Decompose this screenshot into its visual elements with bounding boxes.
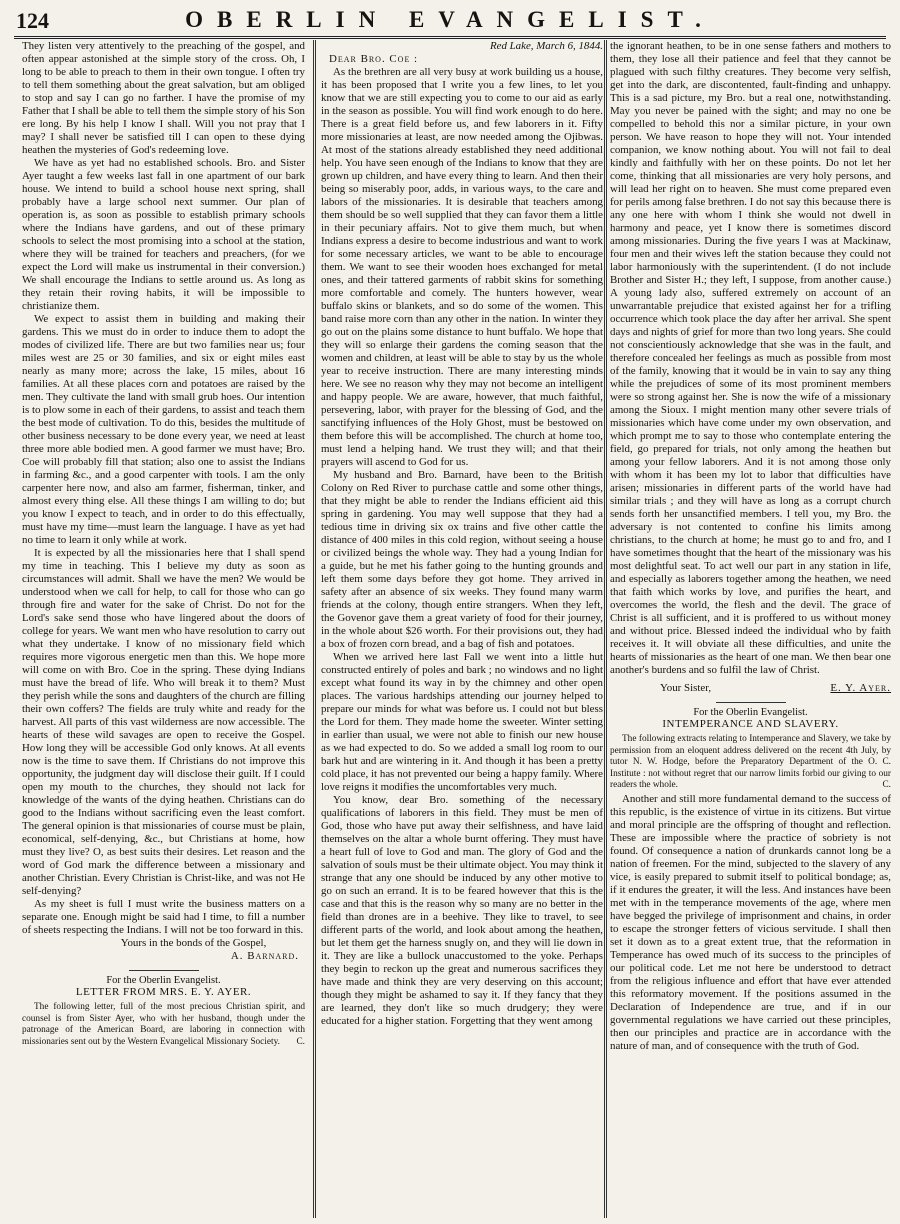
letter-dateline: Red Lake, March 6, 1844. xyxy=(489,40,603,52)
section-divider xyxy=(129,970,199,971)
editor-initial: C. xyxy=(882,780,891,791)
paragraph: Another and still more fundamental demand to the success of this republic, is the existence of virtue in its citizens. But virtue and moral principle are the offspring of thought and reflection. These are impossible where the practice of sobriety is not found. Of consequence a nation of drunkards cannot long be a nation of freemen. For the mind, subjected to the slavery of any vice, is easily prepared to submit itself to political bondage; as, if it endures the greater, it will the less. And instances have been met with in the temperance movements of the age, where men have begged the privilege of imprisonment and chains, in order to escape the stronger fetters of vicious servitude. I shall then set it down as to a great extent true, that the reformation in Temperance has owed much of its success to the principles of our political code. Let me not here be understood to detract from the religious influence and effort that have ever attended this reformatory movement. If the positions assumed in the Declaration of Independence are true, and if in our governmental regulations we have carried out these principles, then our principles and practice are in accordance with the nature of man, and of consequence with the truth of God. xyxy=(610,793,891,1053)
column-rule xyxy=(604,40,607,1218)
editor-initial: C. xyxy=(296,1036,305,1047)
paragraph: You know, dear Bro. something of the necessary qualifications of laborers in this field. They must be men of God, those who have put away their selfishness, and have laid themselves on the altar a whole burnt offering. They must have a heart full of love to God and man. The glory of God and the salvation of souls must be their ultimate object. You may think it strange that any one should be induced by any other motive to go on such an errand. It is to be feared however that this is the case and that this is the reason why so many are no better in the field than drones are in a beehive. They like to travel, to see different parts of the world, and look about among the heathen, but let them get the harness snugly on, and they will lie down in it. They are like a bullock unaccustomed to the yoke. Perhaps they begin to reckon up the great and numerous sacrifices they have made and think they are very deserving on this account; though they might be ashamed to say it. If they fancy that they are learned, they don't like so much drudgery; they were educated for a higher station. Forgetting that they went among xyxy=(321,794,603,1027)
paragraph: We have as yet had no established schools. Bro. and Sister Ayer taught a few weeks last fall in one apartment of our bark house. We intend to build a school house next spring, shall probably have a large school next summer. Our plan of operation is, as soon as possible to establish primary schools where the Indians have gardens, and out of these primary schools to select the most promising into a school at the station, where they will be trained for teachers and preachers, (for we expect the Lord will make us instrumental in their conversion.) We shall encourage the Indians to settle around us. As long as they retain their roving habits, it will be impossible to christianize them. xyxy=(22,157,305,312)
letter-sign-off xyxy=(610,682,891,695)
editor-intro xyxy=(610,734,891,791)
paragraph: They listen very attentively to the preaching of the gospel, and often appear astonished at the simple story of the cross. Oh, I long to be able to preach to them in their own tongue. I often try to tell them something about the great salvation, but am obliged to stop and say I can go no farther. I have the promise of my Father that I shall be able to tell them the simple story of his Son ere long. By his help I know I shall. Will you not pray that I may? I shall never be satisfied till I can open to these dying heathen the mysteries of God's redeeming love. xyxy=(22,40,305,156)
letter-signature: E. Y. Ayer. xyxy=(830,682,891,694)
page-number: 124 xyxy=(16,8,49,33)
paragraph: We expect to assist them in building and making their gardens. This we must do in order to induce them to adopt the modes of civilized life. There are but two families near us; four miles west are 25 or 30 families, and six or eight miles east nearly as many more; across the lake, 15 miles, about 16 families. At all these places corn and potatoes are raised by the men. They cultivate the land with small grub hoes. Our intention is to plow some in each of their gardens, to assist and teach them the best mode of cultivation. To do this, besides the multitude of other business necessary to be done every year, we need at least three more able bodied men. A good farmer we must have; Bro. Coe will probably fill that station; also one to assist the Indians in farming &c., and a good carpenter with tools. I am the only carpenter here now, and also am farmer, fisherman, tinker, and almost every thing else. All these things I am willing to do; but you know I expect to teach, and in order to do this effectually, must have my time—must learn the language. I have as yet had no time to learn it only while at work. xyxy=(22,313,305,546)
letter-closing: Yours in the bonds of the Gospel, xyxy=(120,937,267,949)
letter-closing: Your Sister, xyxy=(660,682,712,694)
editor-intro-text: The following extracts relating to Intemperance and Slavery, we take by permission from an eloquent address delivered on the recent 4th July, by tutor N. W. Hodge, before the Preparatory Department of the O. C. Institute : not without regret that our narrow limits forbid our giving to our readers the whole. xyxy=(610,734,891,791)
journal-title: OBERLIN EVANGELIST. xyxy=(185,7,715,32)
paragraph: When we arrived here last Fall we went into a little hut constructed entirely of poles and bark ; no windows and no light except what found its way in by the chimney and other open places. The various hardships attending our journey helped to prepare our minds for what was before us. I could not but bless the Lord for them. They made home the sweeter. Winter setting in earlier than usual, we were not able to finish our new house as we had expected to do. So we added a small log room to our bark hut and are wintering in it. And though it has been a pretty cold place, it has not prevented our being a happy family. Where love reigns it modifies the uncomfortables very much. xyxy=(321,651,603,793)
editor-intro xyxy=(22,1002,305,1048)
attribution-line: For the Oberlin Evangelist. xyxy=(106,975,221,986)
paragraph: It is expected by all the missionaries here that I shall spend my time in teaching. This I believe my duty as soon as circumstances will admit. Shall we have the men? We would be understood when we call for help, to call for those who can go through fire and water for the sake of Christ. Do not for the Lord's sake send those who have lingered about the doors of college for years. We want men who have resolution to carry out what they undertake. I know of no missionary field which requires more vigorous energetic men than this. We hope more will come on with Bro. Coe in the spring. These dying Indians must have the bread of life. Who will break it to them? Must they perish while the sons and daughters of the church are filling their own coffers? The fields are truly white and ready for the harvest. All parts of this vast wilderness are now accessible. The hearts of these wild savages are open to receive the Gospel. How long they will be accessible God only knows. At all events now is the time to save them. If Christians do not improve this opportunity, the judgment day will disclose their guilt. If I could open my mouth to the churches, they should not lack for knowledge of the wants of the dying heathen. Christians can do good to the Indians without sacrificing even the least comfort. The general opinion is that missionaries of course must be plain, economical, self-denying, &c., but Christians at home, how must they live? O, as best suits their desires. Let reason and the word of God mark the difference between a missionary and another Christian. Every Christian is Christ-like, and was not He self-denying? xyxy=(22,547,305,897)
column-1 xyxy=(22,40,305,1218)
column-rule xyxy=(313,40,316,1218)
paragraph: As the brethren are all very busy at work building us a house, it has been proposed that I write you a few lines, to let you know that we are still expecting you to come to our aid as early in the season as possible. You will find work enough to do here. There is a great field before us, and few laborers in it. Fifty more missionaries at least, are now needed among the Ojibwas. At most of the stations already established they need additional help. You have seen enough of the Indians to know that they are grown up children, and have every thing to learn. And then their being so miserably poor, adds, in various ways, to the care and labors of the missionaries. It is desirable that teachers among them should be so well supplied that they can favor them a little in their pecuniary affairs. Not to give them much, but when Indians express a desire to become industrious and want to work for some necessary articles, we want to be able to encourage them. We want to see their wooden hoes exchanged for metal ones, and their tattered garments of rabbit skins for something more comfortable and comely. The hunters however, wear buffalo skins or blankets, and so do some of the women. This band raise more corn than any other in the nation. In winter they go out on the plains some distance to hunt buffalo. We hope that they will so enlarge their gardens the coming season that the women and children, at least will be able to stay by us the whole year to receive instruction. There are many interesting minds here. We see no reason why they may not become an intelligent and happy people. We are aware, however, that much faithful, persevering, labor, with prayer for the blessing of God, and the sanctifying influences of the Holy Ghost, must be bestowed on them before this will be accomplished. The church at home too, must lend a helping hand. We trust they will; and that their prayers will ascend to God for us. xyxy=(321,66,603,468)
editor-intro-text: The following letter, full of the most precious Christian spirit, and counsel is from Sister Ayer, who with her husband, though under the patronage of the American Board, are laboring in connection with missionaries sent out by the Western Evangelical Missionary Society. xyxy=(22,1002,305,1047)
letter-signature: A. Barnard. xyxy=(230,950,299,962)
paragraph: the ignorant heathen, to be in one sense fathers and mothers to them, they lose all their patience and feel that they cannot be plagued with such filthy creatures. They become very selfish, get into the dark, are discontented, fault-finding and unhappy. This is a sad picture, my Bro. but a real one, notwithstanding. May you never be pained with the sight; and may no one be compelled to behold this nor a similar picture, in your own person. We have reason to hope they will not. Your intended companion, we know nothing about. You will not fail to deal kindly and faithfully with her on these points. Do not let her come, thinking that all missionaries are very holy persons, and will lead her right on to heaven. She must come prepared even for perils among false brethren. I do not say this because there is any one here with whom I think she would not dwell in harmony and peace, yet I know there is sometimes discord among missionaries. During the five years I was at Mackinaw, four men and their wives left the station because they could not labor harmoniously with the superintendent. (I do not include Brother and Sister H.; they left, I suppose, from another cause.) A young lady also, suffered extremely on account of an unwarrantable prejudice that existed against her for a trifling occurrence which took place the day after her arrival. She spent days and nights of grief for more than two long years. She could not conscientiously acknowledge that she was in the fault, and therefore concealed her feelings as much as possible from most of the family, knowing that it would be in vain to say any thing while the prejudices of some of its most prominent members were so strong against her. She is now the wife of a missionary among the Sioux. I might mention many other severe trials of missionaries which have come under my own observation, and which prompt me to say to those who contemplate entering the field, go prepared for trials, not only among the heathen but among your fellow laborers. And it is not among those only with whom it has been my lot to labor that difficulties have arisen; missionaries in different parts of the world have had similar trials ; and they will have as long as a corrupt church sends forth her unsanctified members. I tell you, my Bro. the adversary is not contented to confine his limits among christians, to the church at home; he must go to and fro, and I have sometimes thought that the heart of the missionary was his most delightful seat. To act well our part in any station in life, and especially as laborers together among the heathen, we need that faith which works by love, and purifies the heart, and overcomes the world, the flesh and the devil. The grace of Christ is all sufficient, and it is proffered to us without money and without price. Blessed indeed the individual who by faith receives it. It will obviate all these difficulties, and unite the hearts of missionaries as the heart of one man. We then bear one another's burdens and so fulfil the law of Christ. xyxy=(610,40,891,676)
article-title: LETTER FROM MRS. E. Y. AYER. xyxy=(75,986,252,999)
article-title: INTEMPERANCE AND SLAVERY. xyxy=(662,718,839,731)
letter-salutation: Dear Bro. Coe : xyxy=(329,53,419,65)
paragraph: My husband and Bro. Barnard, have been to the British Colony on Red River to purchase cattle and some other things, that they might be able to render the Indians efficient aid this spring in gardening. You may well suppose that they had a tedious time in driving six ox trains and five other cattle the distance of 400 miles in this cold region, without seeing a house or civilized beings the whole way. They had a young Indian for a guide, but he met his father going to the hunting grounds and left them some days before they got home. They arrived in safety after an absence of six weeks. They found many warm friends at the colony, though entire strangers. When they left, the Govenor gave them a great variety of food for their journey, in the whole about $26 worth. For their provisions out, they had a box of frozen corn bread, and a bag of fish and potatoes. xyxy=(321,469,603,650)
column-2 xyxy=(321,40,603,1218)
section-divider xyxy=(716,702,786,703)
paragraph: As my sheet is full I must write the business matters on a separate one. Enough might be said had I time, to fill a number of sheets respecting the Indians. I will not be too forward in this. xyxy=(22,898,305,936)
attribution-line: For the Oberlin Evangelist. xyxy=(693,707,808,718)
column-3 xyxy=(610,40,891,1218)
masthead xyxy=(14,6,886,39)
